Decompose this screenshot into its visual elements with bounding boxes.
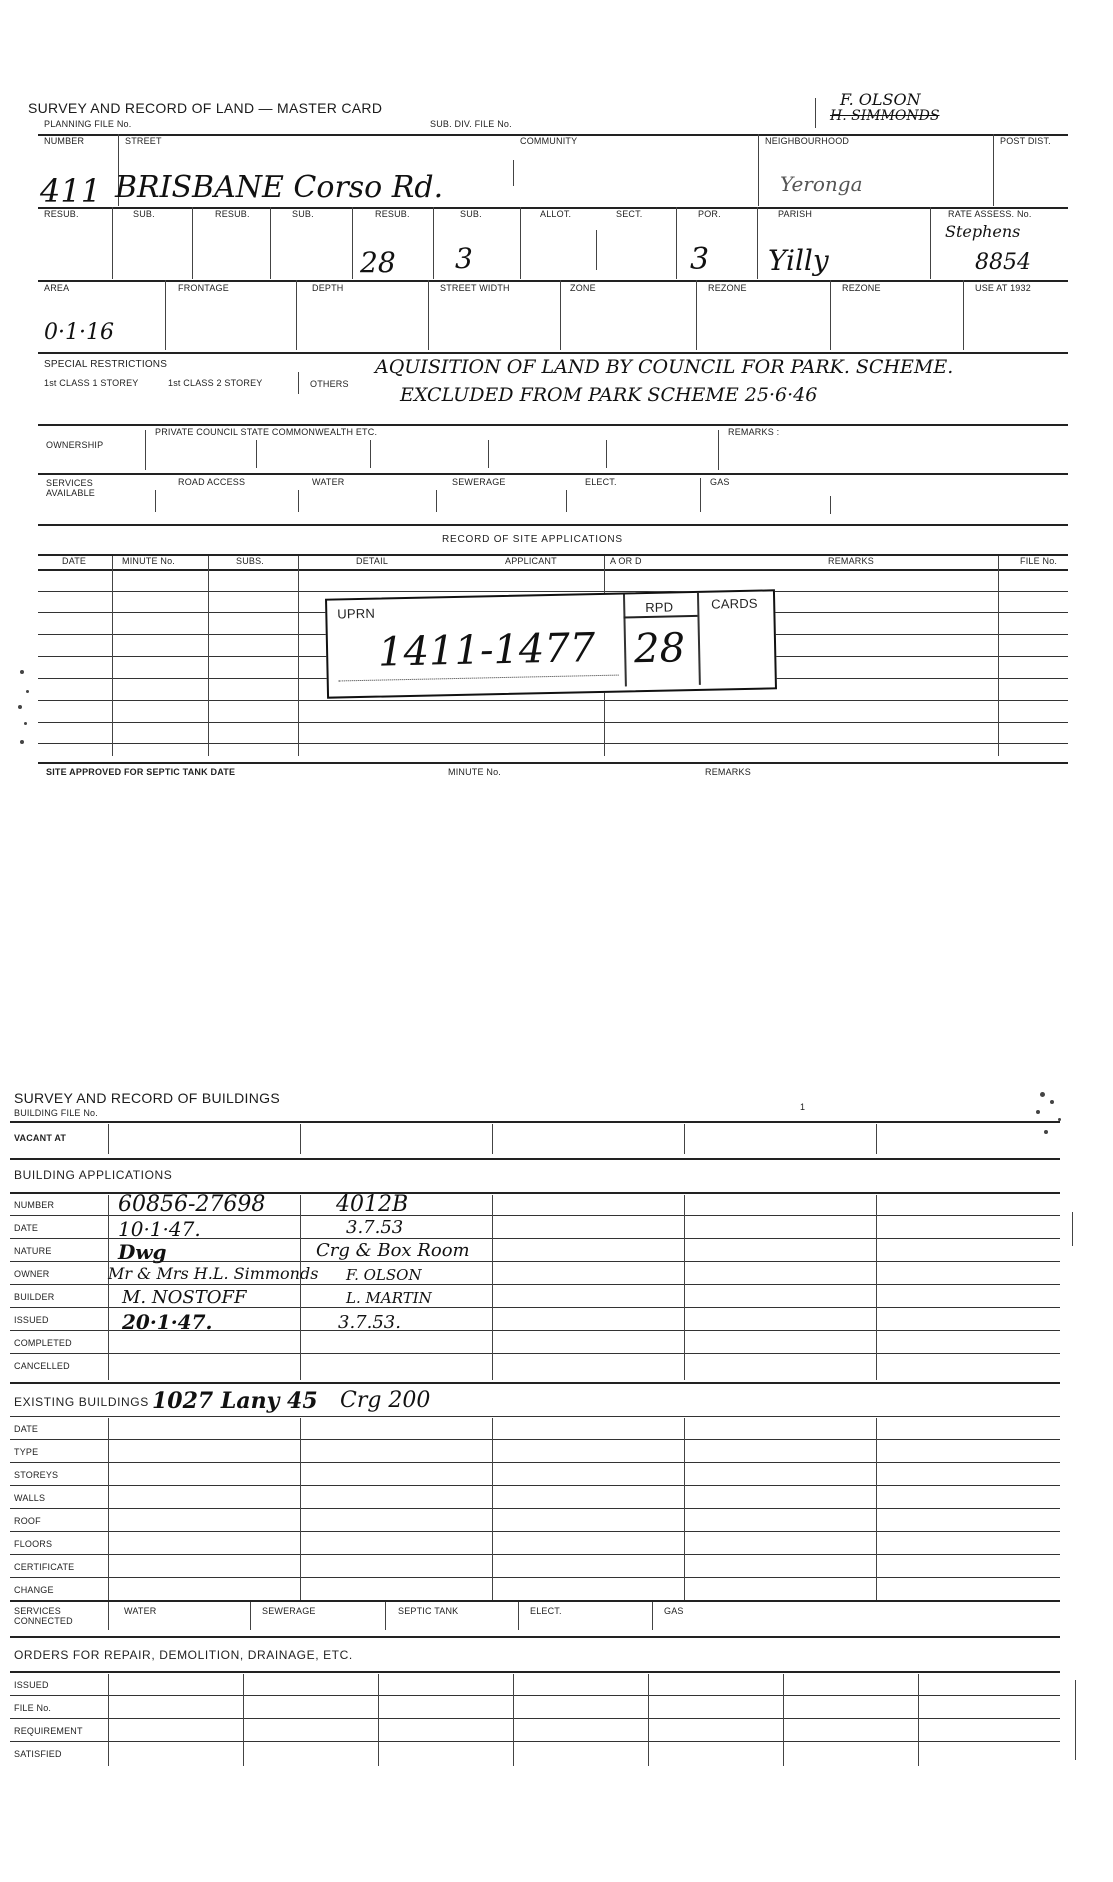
rpd-value: 28 — [633, 625, 686, 673]
resub2-label: RESUB. — [215, 209, 250, 219]
ownership-label: OWNERSHIP — [46, 440, 104, 450]
app2-nature: Crg & Box Room — [316, 1240, 470, 1261]
class2-label: 1st CLASS 2 STOREY — [168, 378, 263, 388]
class1-label: 1st CLASS 1 STOREY — [44, 378, 139, 388]
septic-label: SITE APPROVED FOR SEPTIC TANK DATE — [46, 767, 236, 777]
street-value: BRISBANE Corso Rd. — [115, 170, 444, 205]
vacant-at-label: VACANT AT — [14, 1133, 67, 1143]
others-line2: EXCLUDED FROM PARK SCHEME 25·6·46 — [400, 384, 818, 406]
septic-minute-label: MINUTE No. — [448, 767, 502, 777]
app1-builder: M. NOSTOFF — [122, 1287, 247, 1308]
building-file-label: BUILDING FILE No. — [14, 1108, 98, 1118]
scan-speck — [26, 690, 29, 693]
svc-septic-label: SEPTIC TANK — [398, 1606, 459, 1616]
scan-speck — [18, 705, 22, 709]
neighbourhood-label: NEIGHBOURHOOD — [765, 136, 850, 146]
rate-top-value: Stephens — [945, 222, 1021, 241]
frontage-label: FRONTAGE — [178, 283, 229, 293]
neighbourhood-value: Yeronga — [780, 172, 863, 196]
site-minute-col: MINUTE No. — [122, 556, 176, 566]
top-note-line1: F. OLSON — [840, 90, 921, 109]
scan-speck — [1036, 1110, 1040, 1114]
services-connected-label: SERVICES CONNECTED — [14, 1606, 73, 1626]
community-label: COMMUNITY — [520, 136, 578, 146]
planning-file-label: PLANNING FILE No. — [44, 119, 132, 129]
allot-label: ALLOT. — [540, 209, 572, 219]
app2-owner: F. OLSON — [346, 1266, 422, 1284]
app-date-label: DATE — [14, 1223, 39, 1233]
zone-label: ZONE — [570, 283, 596, 293]
buildings-card-title: SURVEY AND RECORD OF BUILDINGS — [14, 1090, 280, 1106]
existing-value1: 1027 Lany 45 — [152, 1388, 318, 1414]
exist-type-label: TYPE — [14, 1447, 39, 1457]
app-cancelled-label: CANCELLED — [14, 1361, 70, 1371]
number-label: NUMBER — [44, 136, 85, 146]
others-line1: AQUISITION OF LAND BY COUNCIL FOR PARK. SCHEME. — [375, 356, 954, 378]
ownership-types-label: PRIVATE COUNCIL STATE COMMONWEALTH ETC. — [155, 427, 378, 437]
existing-buildings-label: EXISTING BUILDINGS — [14, 1395, 149, 1409]
svc-water-label: WATER — [124, 1606, 157, 1616]
uprn-stamp — [325, 589, 777, 698]
site-aord-col: A OR D — [610, 556, 642, 566]
uprn-label: UPRN — [337, 605, 376, 622]
scan-speck — [20, 740, 24, 744]
app1-owner: Mr & Mrs H.L. Simmonds — [108, 1264, 319, 1283]
street-width-label: STREET WIDTH — [440, 283, 510, 293]
orders-requirement-label: REQUIREMENT — [14, 1726, 83, 1736]
area-value: 0·1·16 — [44, 320, 114, 345]
sect-label: SECT. — [616, 209, 643, 219]
app-builder-label: BUILDER — [14, 1292, 55, 1302]
orders-satisfied-label: SATISFIED — [14, 1749, 62, 1759]
water-label: WATER — [312, 477, 345, 487]
sub3-value: 3 — [455, 242, 473, 275]
site-subs-col: SUBS. — [236, 556, 265, 566]
svc-elect-label: ELECT. — [530, 1606, 562, 1616]
app-number-label: NUMBER — [14, 1200, 55, 1210]
scan-speck — [24, 722, 27, 725]
resub1-label: RESUB. — [44, 209, 79, 219]
site-applicant-col: APPLICANT — [505, 556, 557, 566]
parish-label: PARISH — [778, 209, 813, 219]
others-label: OTHERS — [310, 379, 349, 389]
special-restrictions-label: SPECIAL RESTRICTIONS — [44, 359, 168, 370]
scan-speck — [1044, 1130, 1048, 1134]
rezone2-label: REZONE — [842, 283, 881, 293]
scan-speck — [1040, 1092, 1045, 1097]
app1-issued: 20·1·47. — [122, 1310, 213, 1334]
exist-certificate-label: CERTIFICATE — [14, 1562, 75, 1572]
rezone1-label: REZONE — [708, 283, 747, 293]
app-completed-label: COMPLETED — [14, 1338, 72, 1348]
street-number-value: 411 — [40, 172, 102, 210]
cards-label: CARDS — [711, 595, 758, 612]
area-label: AREA — [44, 283, 70, 293]
orders-label: ORDERS FOR REPAIR, DEMOLITION, DRAINAGE, ETC. — [14, 1648, 353, 1662]
septic-remarks-label: REMARKS — [705, 767, 751, 777]
scan-speck — [1050, 1100, 1054, 1104]
app2-number: 4012B — [336, 1192, 409, 1217]
app1-date: 10·1·47. — [118, 1217, 201, 1241]
app-nature-label: NATURE — [14, 1246, 52, 1256]
rate-assess-label: RATE ASSESS. No. — [948, 209, 1032, 219]
uprn-value: 1411-1477 — [377, 625, 596, 676]
road-access-label: ROAD ACCESS — [178, 477, 246, 487]
app2-builder: L. MARTIN — [346, 1289, 432, 1307]
exist-change-label: CHANGE — [14, 1585, 54, 1595]
page-mark: 1 — [800, 1102, 806, 1112]
gas-label: GAS — [710, 477, 730, 487]
post-dist-label: POST DIST. — [1000, 136, 1051, 146]
orders-issued-label: ISSUED — [14, 1680, 49, 1690]
app1-nature: Dwg — [118, 1240, 167, 1264]
rate-assess-value: 8854 — [975, 250, 1031, 275]
exist-floors-label: FLOORS — [14, 1539, 53, 1549]
sub3-label: SUB. — [460, 209, 482, 219]
site-date-col: DATE — [62, 556, 87, 566]
app-owner-label: OWNER — [14, 1269, 50, 1279]
sub-div-file-label: SUB. DIV. FILE No. — [430, 119, 512, 129]
exist-storeys-label: STOREYS — [14, 1470, 59, 1480]
sub2-label: SUB. — [292, 209, 314, 219]
app2-issued: 3.7.53. — [338, 1312, 401, 1333]
sewerage-label: SEWERAGE — [452, 477, 506, 487]
elect-label: ELECT. — [585, 477, 617, 487]
exist-walls-label: WALLS — [14, 1493, 46, 1503]
scan-speck — [20, 670, 24, 674]
por-label: POR. — [698, 209, 721, 219]
app2-date: 3.7.53 — [346, 1217, 404, 1238]
parish-value: Yilly — [768, 244, 829, 277]
street-label: STREET — [125, 136, 162, 146]
sub1-label: SUB. — [133, 209, 155, 219]
resub3-value: 28 — [360, 246, 396, 279]
app-issued-label: ISSUED — [14, 1315, 49, 1325]
building-applications-label: BUILDING APPLICATIONS — [14, 1168, 173, 1182]
site-detail-col: DETAIL — [356, 556, 389, 566]
top-note-line2: H. SIMMONDS — [830, 108, 940, 124]
exist-roof-label: ROOF — [14, 1516, 41, 1526]
depth-label: DEPTH — [312, 283, 344, 293]
site-applications-title: RECORD OF SITE APPLICATIONS — [442, 534, 623, 545]
ownership-remarks-label: REMARKS : — [728, 427, 780, 437]
resub3-label: RESUB. — [375, 209, 410, 219]
site-file-col: FILE No. — [1020, 556, 1058, 566]
existing-value2: Crg 200 — [340, 1388, 431, 1413]
land-card-title: SURVEY AND RECORD OF LAND — MASTER CARD — [28, 100, 383, 116]
use-at-label: USE AT 1932 — [975, 283, 1031, 293]
por-value: 3 — [690, 242, 710, 277]
svc-gas-label: GAS — [664, 1606, 684, 1616]
rpd-label: RPD — [645, 599, 674, 616]
app1-number: 60856-27698 — [118, 1192, 266, 1217]
services-available-label: SERVICES AVAILABLE — [46, 478, 95, 498]
site-remarks-col: REMARKS — [828, 556, 874, 566]
orders-file-label: FILE No. — [14, 1703, 52, 1713]
exist-date-label: DATE — [14, 1424, 39, 1434]
svc-sewerage-label: SEWERAGE — [262, 1606, 316, 1616]
